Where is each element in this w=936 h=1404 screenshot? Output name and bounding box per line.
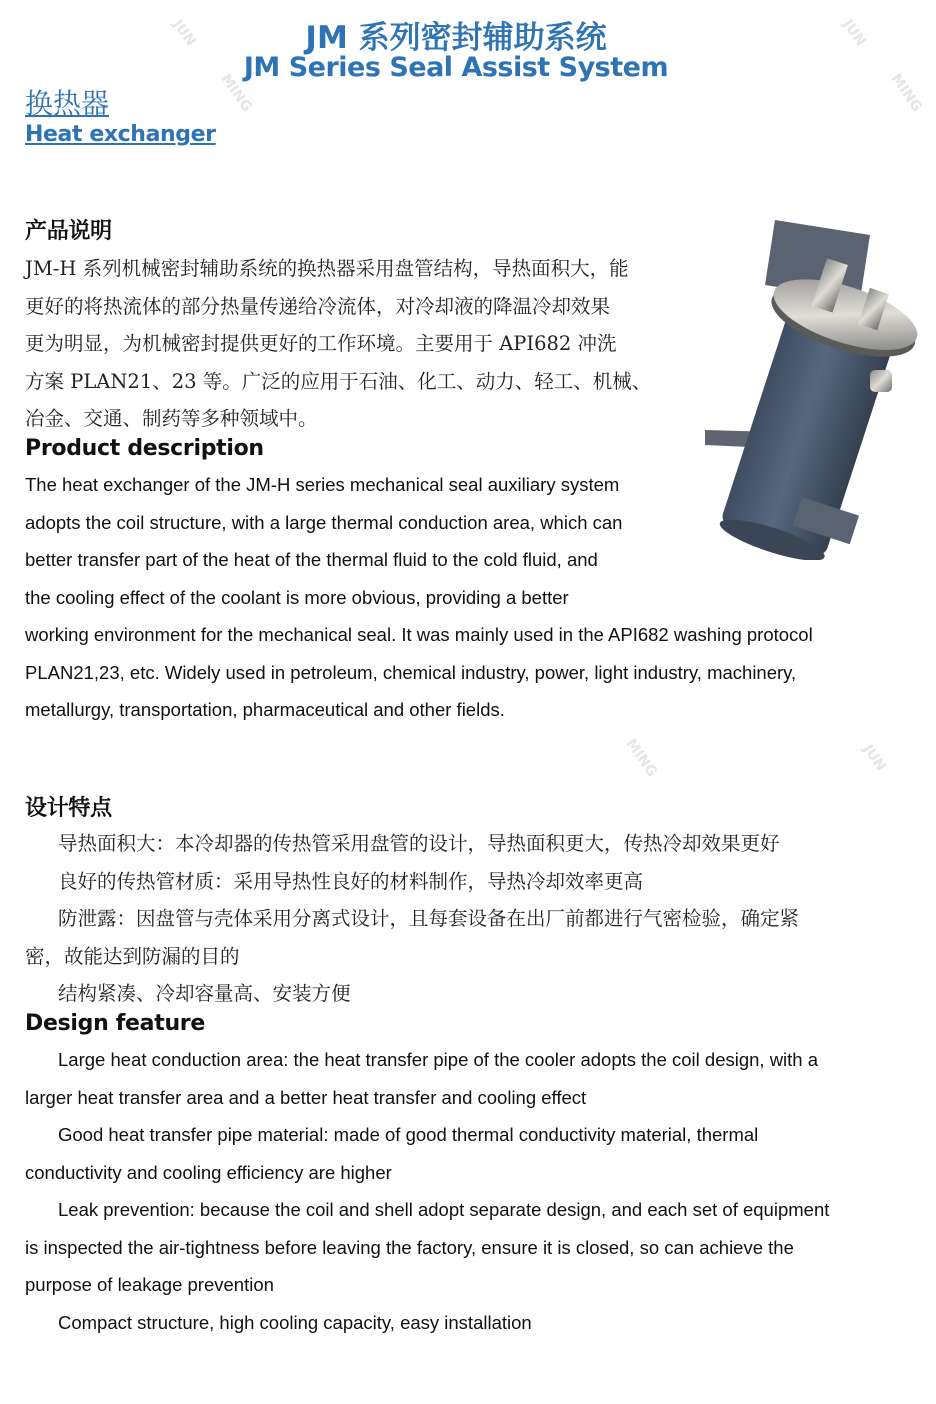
paragraph-line: 冶金、交通、制药等多种领域中。: [25, 407, 318, 430]
feature-line: conductivity and cooling efficiency are higher: [25, 1161, 392, 1183]
paragraph-line: PLAN21,23, etc. Widely used in petroleum, chemical industry, power, light industry, machinery,: [25, 661, 797, 683]
section-title-cn: 换热器: [25, 87, 110, 120]
feature-line: 密，故能达到防漏的目的: [25, 944, 240, 968]
page-subtitle: JM Series Seal Assist System: [243, 52, 669, 83]
section-title-en: Heat exchanger: [25, 122, 216, 147]
feature-line: is inspected the air-tightness before leaving the factory, ensure it is closed, so can achieve the: [25, 1236, 794, 1258]
design-heading-cn: 设计特点: [25, 796, 112, 821]
page-title: JM 系列密封辅助系统: [305, 20, 607, 56]
design-heading-en: Design feature: [25, 1011, 205, 1036]
paragraph-line: the cooling effect of the coolant is more obvious, providing a better: [25, 586, 569, 608]
watermark-text: JUN: [859, 741, 889, 775]
paragraph-line: 方案 PLAN21、23 等。广泛的应用于石油、化工、动力、轻工、机械、: [25, 369, 652, 393]
watermark-text: JUN: [839, 16, 869, 50]
product-heading-cn: 产品说明: [25, 219, 112, 244]
feature-line: 防泄露：因盘管与壳体采用分离式设计，且每套设备在出厂前都进行气密检验，确定紧: [58, 907, 800, 930]
heat-exchanger-image: [695, 210, 935, 560]
feature-line: 良好的传热管材质：采用导热性良好的材料制作，导热冷却效率更高: [58, 869, 644, 893]
feature-line: Compact structure, high cooling capacity, easy installation: [58, 1311, 532, 1333]
paragraph-line: The heat exchanger of the JM-H series mechanical seal auxiliary system: [25, 474, 620, 495]
feature-line: purpose of leakage prevention: [25, 1274, 274, 1295]
paragraph-line: JM-H 系列机械密封辅助系统的换热器采用盘管结构，导热面积大，能: [25, 257, 629, 280]
paragraph-line: better transfer part of the heat of the thermal fluid to the cold fluid, and: [25, 549, 598, 570]
watermark-text: JUN: [169, 16, 199, 50]
feature-line: Large heat conduction area: the heat transfer pipe of the cooler adopts the coil design, with a: [58, 1049, 819, 1070]
paragraph-line: 更好的将热流体的部分热量传递给冷流体，对冷却液的降温冷却效果: [25, 294, 611, 318]
watermark-text: MING: [622, 736, 660, 780]
feature-line: 结构紧凑、冷却容量高、安装方便: [58, 982, 351, 1005]
paragraph-line: adopts the coil structure, with a large thermal conduction area, which can: [25, 511, 623, 533]
feature-line: Leak prevention: because the coil and shell adopt separate design, and each set of equipment: [58, 1199, 830, 1220]
feature-line: 导热面积大：本冷却器的传热管采用盘管的设计，导热面积更大，传热冷却效果更好: [58, 832, 780, 855]
paragraph-line: 更为明显，为机械密封提供更好的工作环境。主要用于 API682 冲洗: [25, 332, 617, 355]
product-heading-en: Product description: [25, 436, 264, 461]
watermark-text: MING: [887, 71, 925, 115]
feature-line: larger heat transfer area and a better heat transfer and cooling effect: [25, 1086, 587, 1108]
watermark-text: MING: [217, 71, 255, 115]
paragraph-line: working environment for the mechanical seal. It was mainly used in the API682 washing protocol: [25, 624, 813, 645]
feature-line: Good heat transfer pipe material: made of good thermal conductivity material, thermal: [58, 1124, 759, 1145]
paragraph-line: metallurgy, transportation, pharmaceutical and other fields.: [25, 699, 505, 720]
